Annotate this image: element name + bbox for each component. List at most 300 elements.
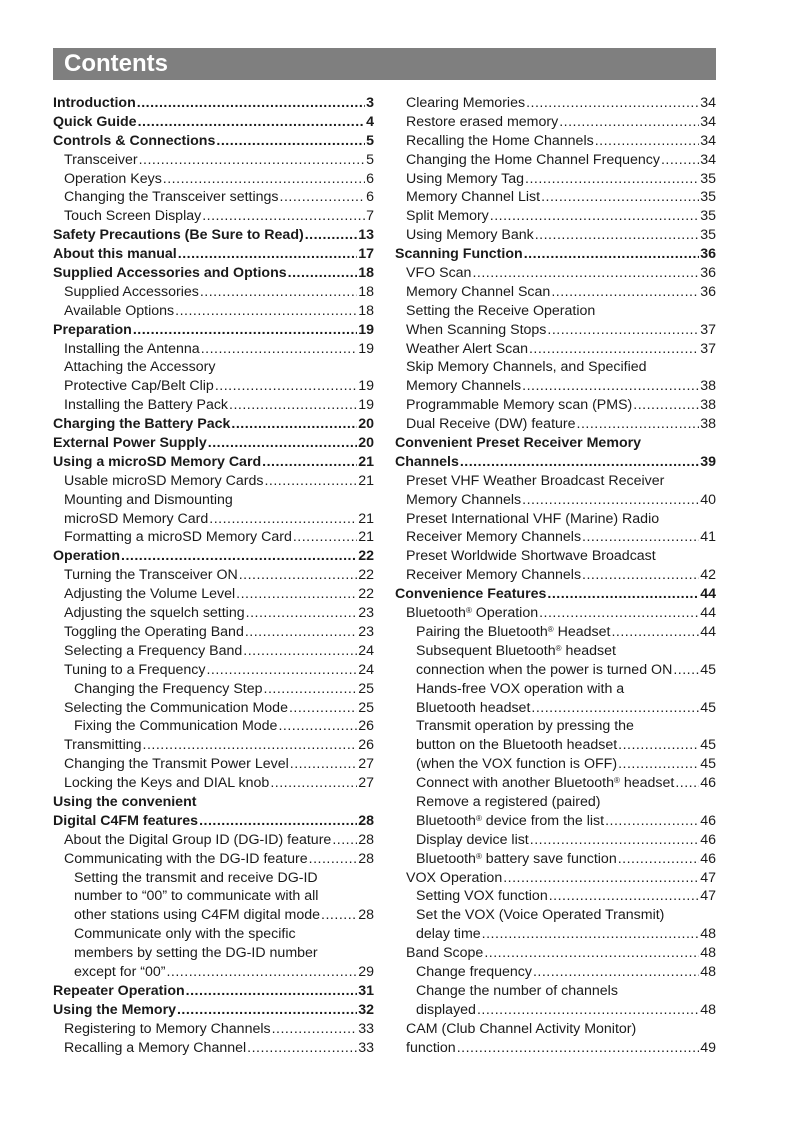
toc-entry[interactable] <box>53 812 374 831</box>
toc-dot-leader <box>661 151 699 170</box>
toc-page-number: 37 <box>700 321 716 338</box>
toc-page-number: 28 <box>358 850 374 867</box>
toc-page-number: 38 <box>700 397 716 414</box>
toc-entry[interactable] <box>53 642 374 661</box>
toc-entry[interactable] <box>53 774 374 793</box>
toc-entry[interactable] <box>53 377 374 396</box>
toc-page-number: 34 <box>700 113 716 130</box>
toc-dot-leader <box>309 850 358 869</box>
toc-dot-leader <box>559 113 699 132</box>
toc-dot-leader <box>202 207 365 226</box>
toc-entry-title: Changing the Transmit Power Level <box>64 756 289 773</box>
toc-entry[interactable] <box>395 113 716 132</box>
toc-entry[interactable] <box>395 699 716 718</box>
toc-page-number: 19 <box>358 397 374 414</box>
toc-entry-title: Charging the Battery Pack <box>53 416 231 433</box>
toc-entry[interactable] <box>53 283 374 302</box>
toc-entry[interactable] <box>53 151 374 170</box>
toc-dot-leader <box>278 717 357 736</box>
toc-page-number: 6 <box>366 189 374 206</box>
toc-entry-title: Subsequent Bluetooth® headset <box>416 642 616 659</box>
toc-entry-continued <box>53 793 374 812</box>
toc-entry-title: microSD Memory Card <box>64 510 209 527</box>
toc-page-number: 35 <box>700 208 716 225</box>
toc-entry-title: External Power Supply <box>53 435 207 452</box>
toc-entry[interactable] <box>53 547 374 566</box>
toc-entry[interactable] <box>53 170 374 189</box>
toc-dot-leader <box>264 472 357 491</box>
toc-entry[interactable] <box>53 340 374 359</box>
toc-page-number: 45 <box>700 737 716 754</box>
toc-entry-title: Changing the Frequency Step <box>74 680 263 697</box>
toc-page-number: 22 <box>358 567 374 584</box>
toc-dot-leader <box>551 283 699 302</box>
toc-entry-title: Preset Worldwide Shortwave Broadcast <box>406 548 656 565</box>
toc-entry[interactable] <box>395 170 716 189</box>
toc-entry-title: Formatting a microSD Memory Card <box>64 529 292 546</box>
toc-entry-title: Change the number of channels <box>416 982 618 999</box>
toc-entry-title: Setting VOX function <box>416 888 548 905</box>
toc-page-number: 34 <box>700 95 716 111</box>
toc-entry-title: Using a microSD Memory Card <box>53 453 262 470</box>
toc-entry-title: Setting the transmit and receive DG-ID <box>74 869 318 886</box>
toc-page-number: 7 <box>366 208 374 225</box>
toc-dot-leader <box>178 245 357 264</box>
toc-entry[interactable] <box>53 188 374 207</box>
toc-entry-continued <box>395 717 716 736</box>
toc-entry-title: Band Scope <box>406 945 484 962</box>
toc-page-number: 36 <box>700 265 716 282</box>
toc-entry[interactable] <box>53 661 374 680</box>
toc-entry-title: Display device list <box>416 831 529 848</box>
toc-page-number: 28 <box>358 812 374 829</box>
toc-entry[interactable] <box>53 906 374 925</box>
toc-page-number: 36 <box>700 246 716 263</box>
toc-entry[interactable] <box>53 699 374 718</box>
toc-page-number: 28 <box>358 907 374 924</box>
toc-page-number: 21 <box>358 472 374 489</box>
toc-entry-title: Operation Keys <box>64 170 162 187</box>
toc-page-number: 49 <box>700 1039 716 1056</box>
toc-page-number: 5 <box>366 132 374 149</box>
toc-dot-leader <box>618 755 699 774</box>
toc-page-number: 6 <box>366 170 374 187</box>
toc-right-column <box>395 94 716 1057</box>
toc-dot-leader <box>137 94 365 113</box>
toc-entry-title: Using Memory Tag <box>406 170 525 187</box>
toc-entry[interactable] <box>53 396 374 415</box>
toc-dot-leader <box>247 1039 357 1058</box>
toc-entry[interactable] <box>53 245 374 264</box>
toc-entry[interactable] <box>53 453 374 472</box>
toc-entry[interactable] <box>395 528 716 547</box>
toc-dot-leader <box>243 642 357 661</box>
toc-entry-title: Receiver Memory Channels <box>406 529 582 546</box>
toc-entry-title: other stations using C4FM digital mode <box>74 907 321 924</box>
toc-entry[interactable] <box>395 491 716 510</box>
toc-dot-leader <box>293 528 357 547</box>
toc-dot-leader <box>239 566 357 585</box>
toc-entry-title: Installing the Antenna <box>64 340 200 357</box>
toc-entry-title: Selecting a Frequency Band <box>64 642 243 659</box>
toc-entry-title: Controls & Connections <box>53 132 216 149</box>
toc-page-number: 47 <box>700 869 716 886</box>
toc-entry[interactable] <box>395 812 716 831</box>
toc-entry[interactable] <box>395 774 716 793</box>
toc-dot-leader <box>175 302 357 321</box>
toc-entry[interactable] <box>395 661 716 680</box>
toc-entry[interactable] <box>53 510 374 529</box>
toc-dot-leader <box>290 755 357 774</box>
toc-dot-leader <box>477 1001 699 1020</box>
toc-entry[interactable] <box>53 415 374 434</box>
toc-dot-leader <box>577 415 700 434</box>
toc-entry-title: Hands-free VOX operation with a <box>416 680 625 697</box>
toc-entry-title: Toggling the Operating Band <box>64 623 244 640</box>
toc-entry-continued <box>395 302 716 321</box>
toc-dot-leader <box>482 925 700 944</box>
toc-dot-leader <box>472 264 699 283</box>
toc-entry-title: Change frequency <box>416 963 532 980</box>
toc-entry[interactable] <box>395 944 716 963</box>
toc-entry[interactable] <box>395 340 716 359</box>
toc-entry-title: Touch Screen Display <box>64 208 202 225</box>
toc-entry[interactable] <box>395 755 716 774</box>
toc-page-number: 21 <box>358 453 374 470</box>
toc-entry[interactable] <box>395 132 716 151</box>
toc-entry-title: delay time <box>416 926 481 943</box>
toc-entry[interactable] <box>53 113 374 132</box>
toc-page-number: 40 <box>700 491 716 508</box>
toc-entry-title: Convenient Preset Receiver Memory <box>395 435 642 452</box>
toc-page-number: 19 <box>358 378 374 395</box>
toc-dot-leader <box>177 1001 357 1020</box>
toc-entry-title: button on the Bluetooth headset <box>416 737 618 754</box>
toc-entry-continued <box>395 906 716 925</box>
toc-entry-title: Recalling the Home Channels <box>406 132 594 149</box>
toc-entry-title: Transmitting <box>64 737 142 754</box>
toc-entry-continued <box>395 472 716 491</box>
toc-dot-leader <box>605 812 699 831</box>
toc-dot-leader <box>582 566 699 585</box>
toc-dot-leader <box>236 585 357 604</box>
toc-entry-title: except for “00” <box>74 963 166 980</box>
toc-entry[interactable] <box>395 585 716 604</box>
toc-page-number: 38 <box>700 378 716 395</box>
toc-dot-leader <box>526 94 699 113</box>
toc-entry-title: Preset International VHF (Marine) Radio <box>406 510 660 527</box>
toc-page-number: 33 <box>358 1039 374 1056</box>
toc-entry-continued <box>395 358 716 377</box>
toc-entry[interactable] <box>395 925 716 944</box>
toc-page-number: 27 <box>358 756 374 773</box>
toc-page-number: 3 <box>366 95 374 111</box>
toc-entry-continued <box>395 642 716 661</box>
toc-entry-title: Memory Channel List <box>406 189 541 206</box>
toc-entry[interactable] <box>395 283 716 302</box>
toc-entry-title: Mounting and Dismounting <box>64 491 233 508</box>
toc-entry-title: Changing the Home Channel Frequency <box>406 151 660 168</box>
toc-entry-title: Pairing the Bluetooth® Headset <box>416 623 611 640</box>
toc-page-number: 22 <box>358 586 374 603</box>
toc-entry[interactable] <box>53 604 374 623</box>
toc-entry[interactable] <box>53 585 374 604</box>
toc-dot-leader <box>264 680 358 699</box>
toc-dot-leader <box>457 1039 700 1058</box>
toc-dot-leader <box>675 774 699 793</box>
toc-entry-title: Split Memory <box>406 208 489 225</box>
toc-entry-title: Supplied Accessories and Options <box>53 265 287 282</box>
toc-page-number: 32 <box>358 1001 374 1018</box>
toc-entry-title: Programmable Memory scan (PMS) <box>406 397 633 414</box>
toc-entry[interactable] <box>395 207 716 226</box>
toc-entry-title: Locking the Keys and DIAL knob <box>64 775 270 792</box>
toc-dot-leader <box>245 623 357 642</box>
toc-entry[interactable] <box>53 132 374 151</box>
toc-dot-leader <box>139 151 366 170</box>
toc-dot-leader <box>547 585 699 604</box>
toc-entry-title: Bluetooth® device from the list <box>416 812 605 829</box>
toc-page-number: 41 <box>700 529 716 546</box>
toc-entry[interactable] <box>395 850 716 869</box>
toc-entry[interactable] <box>53 1020 374 1039</box>
toc-dot-leader <box>633 396 699 415</box>
toc-entry[interactable] <box>395 396 716 415</box>
toc-entry-title: When Scanning Stops <box>406 321 547 338</box>
toc-entry-title: Recalling a Memory Channel <box>64 1039 247 1056</box>
toc-dot-leader <box>525 170 699 189</box>
toc-entry[interactable] <box>395 321 716 340</box>
toc-entry[interactable] <box>395 869 716 888</box>
toc-page-number: 26 <box>358 718 374 735</box>
toc-dot-leader <box>524 245 700 264</box>
toc-entry[interactable] <box>395 963 716 982</box>
toc-entry-continued <box>395 547 716 566</box>
toc-dot-leader <box>490 207 699 226</box>
toc-entry-title: Clearing Memories <box>406 95 526 111</box>
toc-entry[interactable] <box>53 963 374 982</box>
toc-dot-leader <box>163 170 365 189</box>
toc-entry-title: Installing the Battery Pack <box>64 397 229 414</box>
toc-dot-leader <box>618 850 700 869</box>
toc-page-number: 35 <box>700 189 716 206</box>
toc-entry-continued <box>53 887 374 906</box>
toc-entry-title: Digital C4FM features <box>53 812 199 829</box>
toc-entry-continued <box>395 434 716 453</box>
toc-dot-leader <box>201 340 358 359</box>
toc-entry-title: Repeater Operation <box>53 982 185 999</box>
toc-page-number: 37 <box>700 340 716 357</box>
toc-page-number: 27 <box>358 775 374 792</box>
toc-entry[interactable] <box>395 623 716 642</box>
toc-dot-leader <box>673 661 699 680</box>
toc-dot-leader <box>208 434 357 453</box>
toc-entry-title: Set the VOX (Voice Operated Transmit) <box>416 907 665 924</box>
toc-page-number: 21 <box>358 510 374 527</box>
toc-entry[interactable] <box>53 1039 374 1058</box>
toc-page-number: 18 <box>358 265 374 282</box>
toc-entry-title: Protective Cap/Belt Clip <box>64 378 214 395</box>
toc-page-number: 38 <box>700 416 716 433</box>
toc-page-number: 36 <box>700 283 716 300</box>
toc-page-number: 17 <box>358 246 374 263</box>
toc-entry[interactable] <box>53 302 374 321</box>
toc-entry[interactable] <box>53 321 374 340</box>
toc-entry[interactable] <box>395 604 716 623</box>
toc-page-number: 35 <box>700 227 716 244</box>
toc-page-number: 48 <box>700 926 716 943</box>
toc-dot-leader <box>595 132 700 151</box>
toc-dot-leader <box>270 774 357 793</box>
toc-page-number: 44 <box>700 586 716 603</box>
toc-page-number: 24 <box>358 661 374 678</box>
toc-entry-title: Tuning to a Frequency <box>64 661 206 678</box>
toc-dot-leader <box>246 604 358 623</box>
toc-page-number: 20 <box>358 416 374 433</box>
toc-dot-leader <box>272 1020 358 1039</box>
toc-entry-continued <box>53 869 374 888</box>
toc-entry-title: Supplied Accessories <box>64 283 199 300</box>
toc-page-number: 45 <box>700 699 716 716</box>
toc-page-number: 23 <box>358 623 374 640</box>
toc-page-number: 28 <box>358 831 374 848</box>
toc-entry-title: (when the VOX function is OFF) <box>416 756 618 773</box>
toc-dot-leader <box>321 906 357 925</box>
toc-dot-leader <box>549 887 700 906</box>
toc-entry[interactable] <box>53 680 374 699</box>
toc-entry[interactable] <box>53 1001 374 1020</box>
toc-dot-leader <box>199 812 357 831</box>
toc-dot-leader <box>138 113 366 132</box>
toc-page-number: 33 <box>358 1020 374 1037</box>
toc-entry[interactable] <box>395 1039 716 1058</box>
toc-entry[interactable] <box>395 151 716 170</box>
toc-dot-leader <box>215 377 357 396</box>
toc-page-number: 31 <box>358 982 374 999</box>
toc-entry-title: Channels <box>395 453 459 470</box>
toc-entry[interactable] <box>395 1001 716 1020</box>
toc-entry[interactable] <box>395 94 716 113</box>
toc-entry-title: Bluetooth® battery save function <box>416 850 617 867</box>
toc-entry[interactable] <box>53 226 374 245</box>
toc-page-number: 25 <box>358 699 374 716</box>
toc-entry-title: Memory Channels <box>406 378 522 395</box>
toc-entry[interactable] <box>395 831 716 850</box>
toc-page-number: 46 <box>700 831 716 848</box>
toc-entry[interactable] <box>53 982 374 1001</box>
toc-entry-title: Adjusting the Volume Level <box>64 586 236 603</box>
toc-dot-leader <box>611 623 699 642</box>
toc-entry-continued <box>395 680 716 699</box>
toc-entry-title: Setting the Receive Operation <box>406 302 596 319</box>
toc-entry[interactable] <box>395 887 716 906</box>
toc-entry[interactable] <box>53 94 374 113</box>
toc-entry[interactable] <box>53 472 374 491</box>
toc-entry-title: Memory Channel Scan <box>406 283 551 300</box>
toc-entry-title: Changing the Transceiver settings <box>64 189 279 206</box>
toc-entry-title: Using Memory Bank <box>406 227 534 244</box>
toc-entry[interactable] <box>53 528 374 547</box>
toc-entry-continued <box>53 925 374 944</box>
toc-entry[interactable] <box>53 736 374 755</box>
toc-page-number: 22 <box>358 548 374 565</box>
toc-entry[interactable] <box>395 736 716 755</box>
toc-page-number: 48 <box>700 963 716 980</box>
toc-entry[interactable] <box>53 831 374 850</box>
toc-entry-title: Restore erased memory <box>406 113 559 130</box>
toc-entry[interactable] <box>395 226 716 245</box>
toc-page-number: 35 <box>700 170 716 187</box>
toc-page-number: 18 <box>358 302 374 319</box>
toc-entry-title: function <box>406 1039 456 1056</box>
toc-page-number: 44 <box>700 623 716 640</box>
toc-entry[interactable] <box>53 207 374 226</box>
toc-entry[interactable] <box>53 850 374 869</box>
toc-entry-title: VFO Scan <box>406 265 472 282</box>
toc-entry[interactable] <box>395 377 716 396</box>
toc-page-number: 18 <box>358 283 374 300</box>
toc-page-number: 19 <box>358 340 374 357</box>
toc-dot-leader <box>522 491 699 510</box>
toc-entry[interactable] <box>53 434 374 453</box>
toc-entry[interactable] <box>395 245 716 264</box>
toc-entry[interactable] <box>53 717 374 736</box>
toc-entry-title: Receiver Memory Channels <box>406 567 582 584</box>
toc-entry[interactable] <box>395 453 716 472</box>
toc-entry-title: Transmit operation by pressing the <box>416 718 634 735</box>
toc-entry-title: Operation <box>53 548 121 565</box>
toc-entry-continued <box>395 510 716 529</box>
toc-entry[interactable] <box>53 623 374 642</box>
toc-entry[interactable] <box>395 264 716 283</box>
toc-entry-title: Connect with another Bluetooth® headset <box>416 775 675 792</box>
toc-page-number: 26 <box>358 737 374 754</box>
toc-page-number: 48 <box>700 945 716 962</box>
toc-page-number: 21 <box>358 529 374 546</box>
toc-dot-leader <box>289 699 357 718</box>
toc-dot-leader <box>305 226 358 245</box>
toc-entry-title: About the Digital Group ID (DG-ID) feature <box>64 831 332 848</box>
toc-entry[interactable] <box>53 264 374 283</box>
toc-dot-leader <box>529 340 699 359</box>
toc-dot-leader <box>209 510 357 529</box>
toc-entry[interactable] <box>395 188 716 207</box>
toc-page-number: 46 <box>700 812 716 829</box>
toc-dot-leader <box>541 188 699 207</box>
toc-page-number: 20 <box>358 435 374 452</box>
toc-entry-title: Remove a registered (paired) <box>416 793 601 810</box>
toc-entry[interactable] <box>395 415 716 434</box>
toc-dot-leader <box>186 982 358 1001</box>
toc-entry-title: members by setting the DG-ID number <box>74 945 318 962</box>
toc-page-number: 42 <box>700 567 716 584</box>
toc-entry-title: Preparation <box>53 321 132 338</box>
toc-dot-leader <box>547 321 699 340</box>
toc-entry-title: Introduction <box>53 95 136 111</box>
toc-entry[interactable] <box>53 566 374 585</box>
toc-dot-leader <box>484 944 699 963</box>
toc-entry[interactable] <box>53 755 374 774</box>
toc-dot-leader <box>531 699 699 718</box>
toc-dot-leader <box>121 547 357 566</box>
toc-entry-title: Adjusting the squelch setting <box>64 605 245 622</box>
toc-entry-title: Bluetooth headset <box>416 699 531 716</box>
toc-page-number: 46 <box>700 775 716 792</box>
toc-entry[interactable] <box>395 566 716 585</box>
toc-dot-leader <box>533 963 699 982</box>
toc-entry-title: Selecting the Communication Mode <box>64 699 288 716</box>
toc-dot-leader <box>216 132 365 151</box>
